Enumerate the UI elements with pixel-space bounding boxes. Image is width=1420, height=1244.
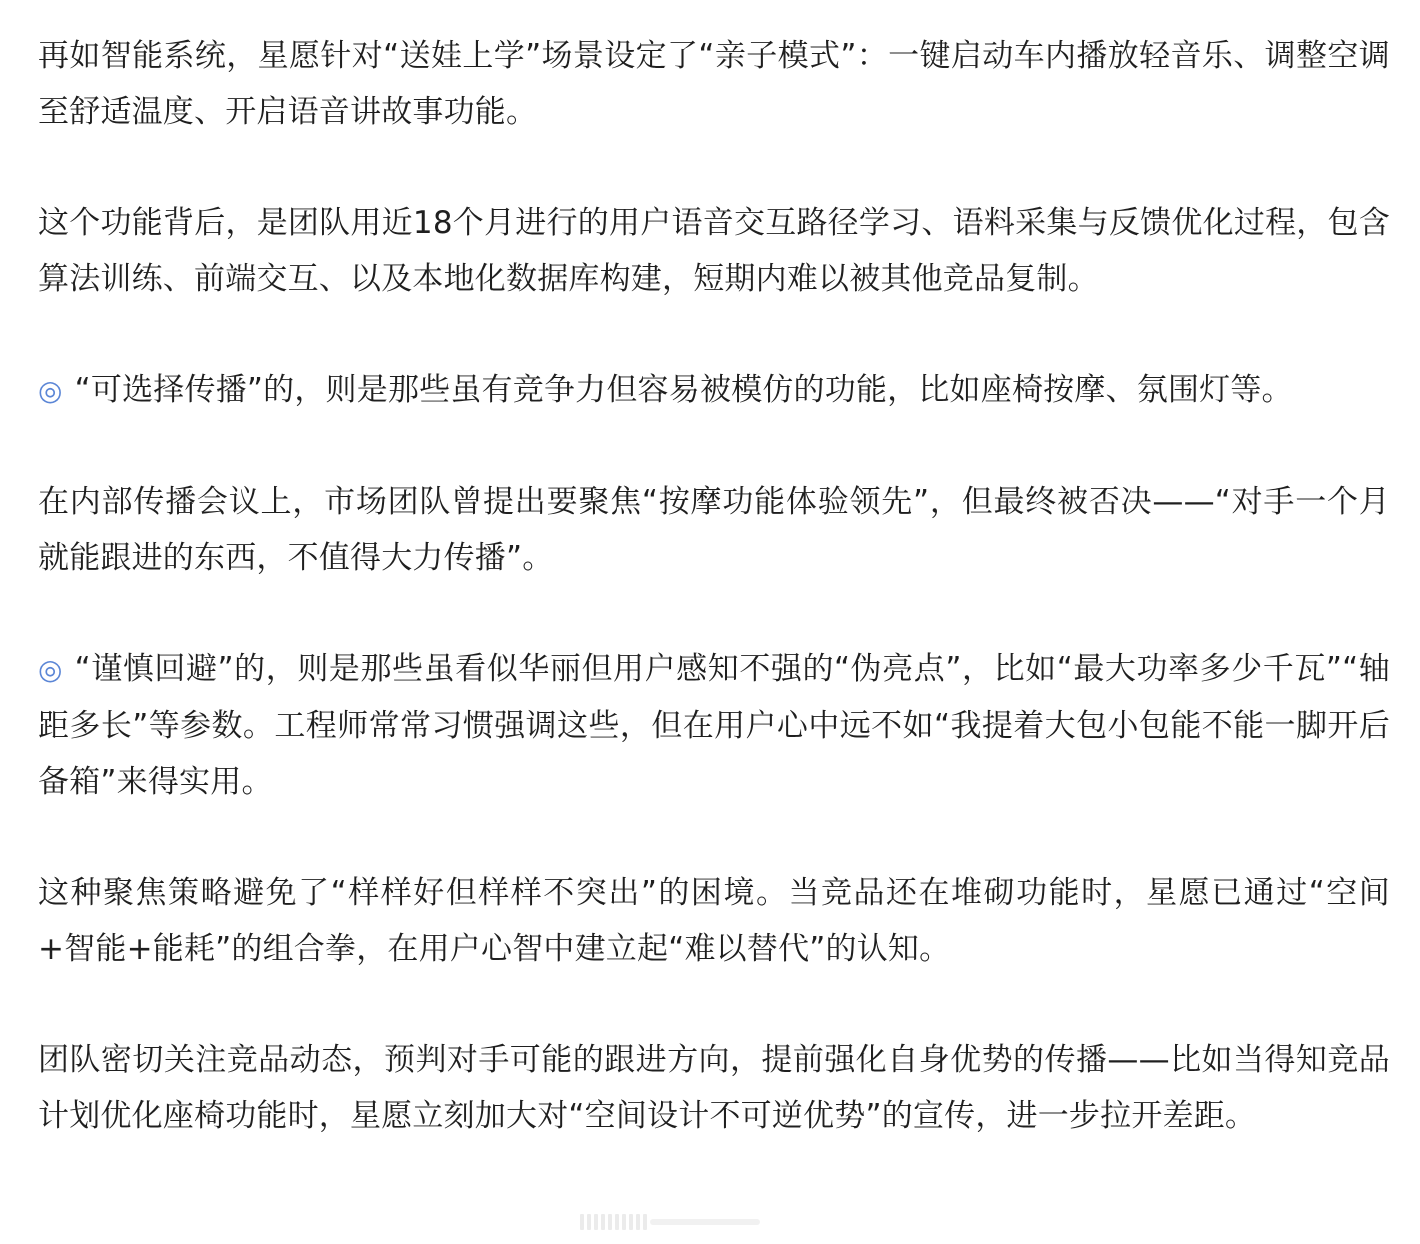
paragraph-feature-background: 这个功能背后，是团队用近18个月进行的用户语音交互路径学习、语料采集与反馈优化过程，包含算法训练、前端交互、以及本地化数据库构建，短期内难以被其他竞品复制。 bbox=[38, 205, 1390, 297]
bullet-icon: ◎ bbox=[38, 374, 63, 407]
paragraph-cautious-avoid bbox=[38, 641, 1390, 810]
indicator-tick bbox=[594, 1214, 598, 1230]
paragraph-smart-system: 再如智能系统，星愿针对“送娃上学”场景设定了“亲子模式”：一键启动车内播放轻音乐、调整空调至舒适温度、开启语音讲故事功能。 bbox=[38, 38, 1390, 130]
indicator-bar bbox=[650, 1219, 760, 1225]
paragraph-focus-strategy: 这种聚焦策略避免了“样样好但样样不突出”的困境。当竞品还在堆砌功能时，星愿已通过“空间+智能+能耗”的组合拳，在用户心智中建立起“难以替代”的认知。 bbox=[38, 875, 1390, 967]
bullet-icon: ◎ bbox=[38, 653, 63, 686]
indicator-tick bbox=[608, 1214, 612, 1230]
article-body bbox=[38, 28, 1390, 1199]
indicator-tick bbox=[587, 1214, 591, 1230]
paragraph-competitor-watch: 团队密切关注竞品动态，预判对手可能的跟进方向，提前强化自身优势的传播——比如当得知竞品计划优化座椅功能时，星愿立刻加大对“空间设计不可逆优势”的宣传，进一步拉开差距。 bbox=[38, 1042, 1390, 1134]
indicator-tick bbox=[601, 1214, 605, 1230]
indicator-tick bbox=[636, 1214, 640, 1230]
scroll-indicator bbox=[580, 1212, 850, 1232]
indicator-tick bbox=[580, 1214, 584, 1230]
indicator-tick bbox=[643, 1214, 647, 1230]
paragraph-internal-meeting: 在内部传播会议上，市场团队曾提出要聚焦“按摩功能体验领先”，但最终被否决——“对手一个月就能跟进的东西，不值得大力传播”。 bbox=[38, 484, 1390, 576]
paragraph-text: “可选择传播”的，则是那些虽有竞争力但容易被模仿的功能，比如座椅按摩、氛围灯等。 bbox=[74, 372, 1293, 408]
paragraph-optional-spread bbox=[38, 362, 1390, 419]
paragraph-text: “谨慎回避”的，则是那些虽看似华丽但用户感知不强的“伪亮点”，比如“最大功率多少千瓦”“轴距多长”等参数。工程师常常习惯强调这些，但在用户心中远不如“我提着大包小包能不能一脚开后备箱”来得实用。 bbox=[38, 651, 1390, 800]
indicator-tick bbox=[622, 1214, 626, 1230]
indicator-tick bbox=[615, 1214, 619, 1230]
indicator-tick bbox=[629, 1214, 633, 1230]
